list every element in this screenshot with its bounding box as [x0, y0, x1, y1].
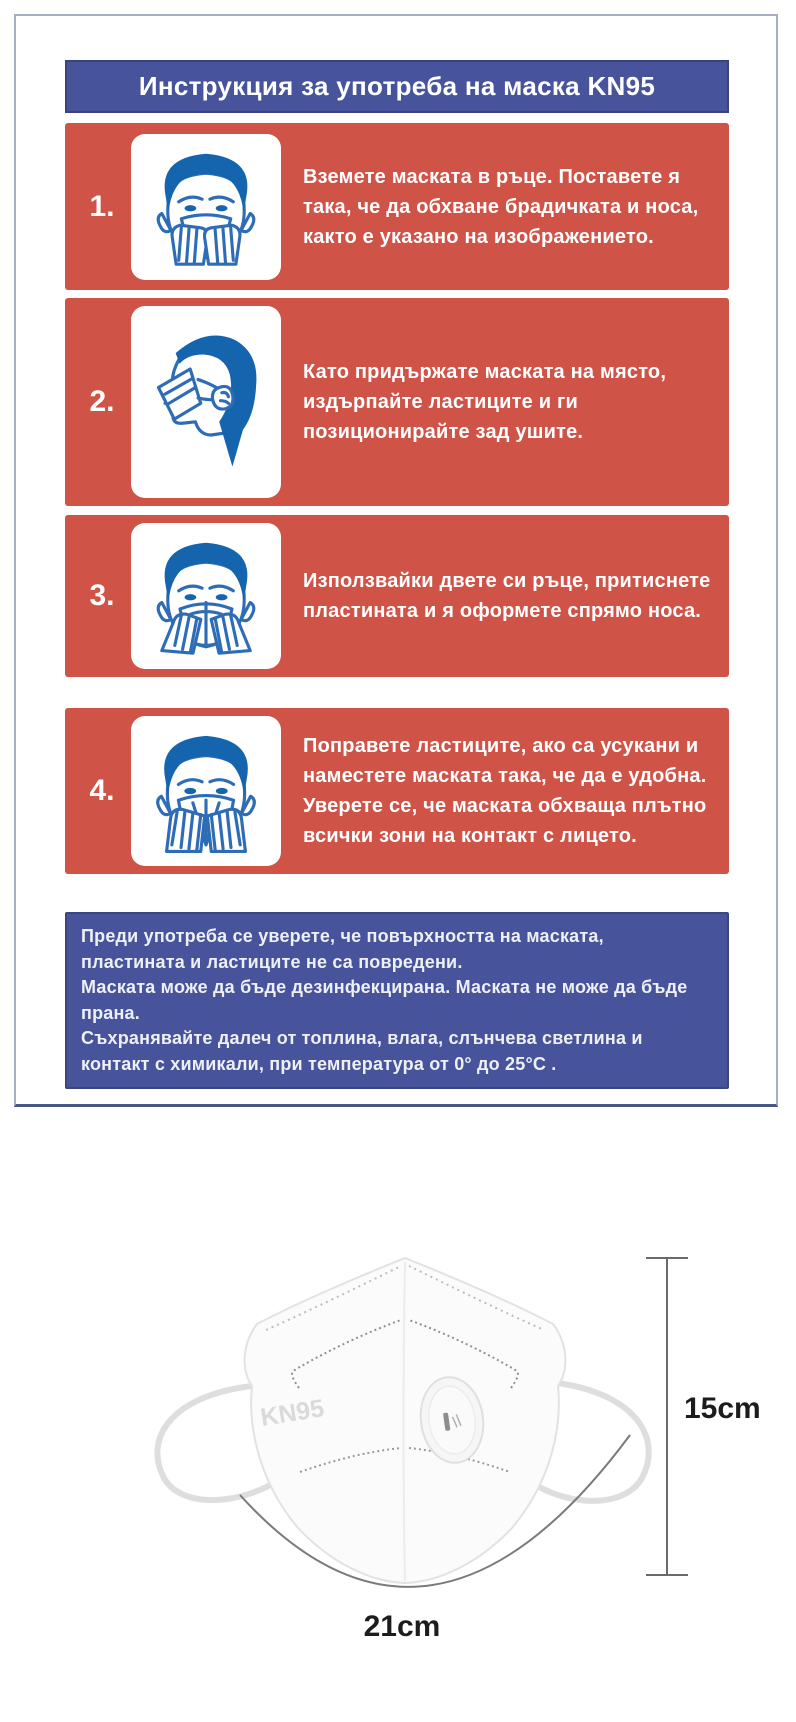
step-illustration-frame	[131, 306, 281, 498]
step-number: 2.	[89, 385, 115, 418]
face-front-hands-on-mask-icon	[140, 142, 272, 272]
mask-photo-drawing	[0, 1120, 796, 1722]
step-illustration-frame	[131, 134, 281, 280]
mask-dimensions-figure	[0, 1120, 796, 1722]
step-row-4	[65, 708, 729, 874]
instruction-card	[14, 14, 778, 1107]
height-dimension-line	[646, 1258, 688, 1575]
step-text: Като придържате маската на място, издърпайте ластиците и ги позиционирайте зад ушите.	[303, 361, 667, 443]
usage-notes-box	[65, 912, 729, 1089]
note-line: Съхранявайте далеч от топлина, влага, слънчева светлина и контакт с химикали, при температура от 0° до 25°C .	[81, 1028, 643, 1074]
step-number: 3.	[89, 579, 115, 612]
step-number: 4.	[89, 774, 115, 807]
mask-print-label: KN95	[258, 1394, 327, 1432]
step-row-3	[65, 515, 729, 677]
step-row-2	[65, 298, 729, 506]
step-illustration-frame	[131, 523, 281, 669]
note-line: Маската може да бъде дезинфекцирана. Маската не може да бъде прана.	[81, 977, 688, 1023]
face-front-press-nose-clip-icon	[140, 531, 272, 661]
note-line: Преди употреба се уверете, че повърхността на маската, пластината и ластиците не са повредени.	[81, 926, 604, 972]
step-row-1	[65, 123, 729, 290]
width-dimension-label: 21cm	[363, 1610, 441, 1643]
height-dimension-label: 15cm	[684, 1392, 761, 1425]
step-text: Използвайки двете си ръце, притиснете пластината и я оформете спрямо носа.	[303, 570, 711, 622]
title-bar	[65, 60, 729, 113]
step-text: Вземете маската в ръце. Поставете я така, че да обхване брадичката и носа, както е указано на изображението.	[303, 165, 699, 248]
page-title: Инструкция за употреба на маска KN95	[138, 71, 656, 101]
step-illustration-frame	[131, 716, 281, 866]
face-profile-strap-behind-ear-icon	[140, 314, 272, 490]
step-number: 1.	[89, 189, 115, 223]
step-text: Поправете ластиците, ако са усукани и наместете маската така, че да е удобна. Уверете се, че маската обхваща плътно всички зони на контакт с лицето.	[303, 735, 707, 847]
face-front-adjust-fit-icon	[140, 724, 272, 858]
